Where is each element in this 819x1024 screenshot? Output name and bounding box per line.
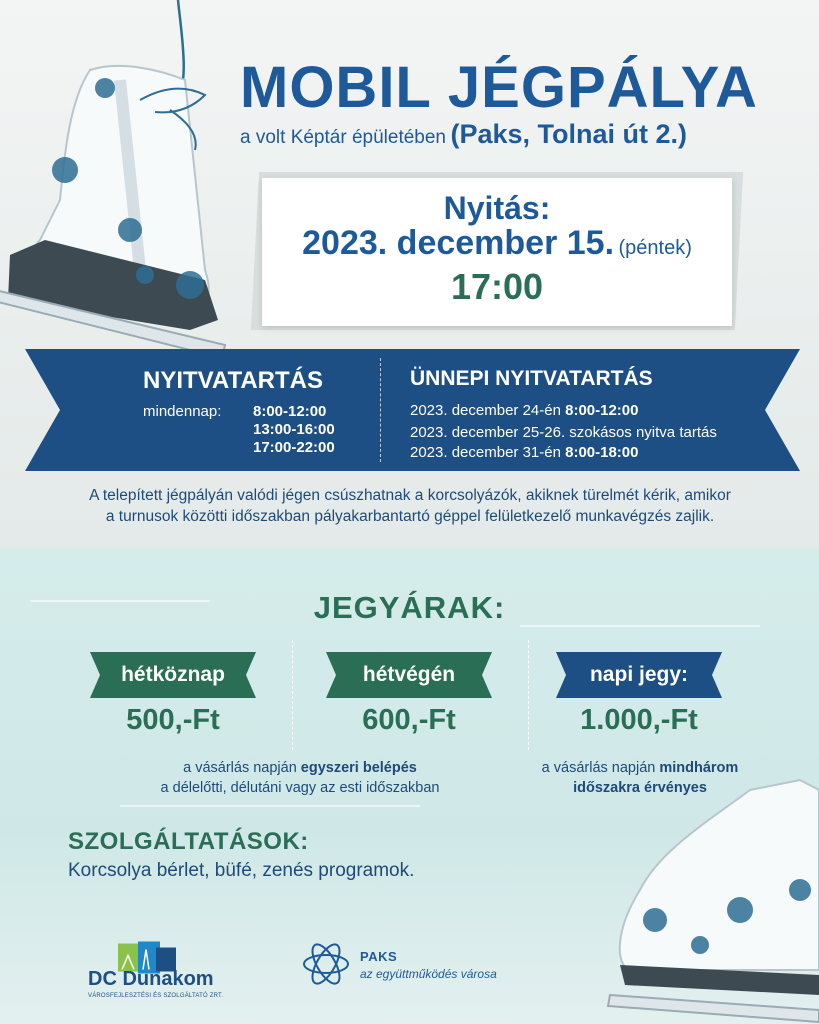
price-tag-daily: [556, 652, 722, 698]
opening-date: 2023. december 15.: [302, 224, 615, 262]
price-value: 1.000,-Ft: [580, 704, 698, 736]
price-note-left: a vásárlás napján egyszeri belépés a délelőtti, délutáni vagy az esti időszakban: [160, 760, 440, 796]
hours-slot: 13:00-16:00: [253, 421, 335, 438]
page-title: MOBIL JÉGPÁLYA: [240, 55, 758, 120]
info-paragraph: A telepített jégpályán valódi jégen csúszhatnak a korcsolyázók, akiknek türelmét kérik, amikor a turnusok közötti időszakban pályakarbantartó géppel felületkezelő munkavégzés zajlik.: [89, 487, 731, 525]
location-subtitle: [240, 119, 687, 150]
everyday-label: mindennap:: [143, 403, 222, 420]
services-heading: SZOLGÁLTATÁSOK:: [68, 828, 309, 855]
location-address: (Paks, Tolnai út 2.): [450, 119, 687, 149]
price-divider: [292, 640, 293, 750]
holiday-line: 2023. december 25-26. szokásos nyitva tartás: [410, 424, 717, 441]
holiday-line: 2023. december 24-én 8:00-12:00: [410, 402, 639, 419]
ice-skate-left-icon: [0, 0, 240, 360]
dc-dunakom-subtitle: VÁROSFEJLESZTÉSI ÉS SZOLGÁLTATÓ ZRT.: [88, 993, 224, 999]
opening-time: 17:00: [450, 266, 544, 307]
hours-slot: 17:00-22:00: [253, 439, 335, 456]
prices-heading: JEGYÁRAK:: [313, 590, 506, 625]
opening-date-line: [262, 224, 732, 263]
price-label: napi jegy:: [589, 663, 689, 686]
price-tag-weekend: [326, 652, 492, 698]
price-divider: [528, 640, 529, 750]
hours-slot: 8:00-12:00: [253, 403, 327, 420]
price-label: hétvégén: [362, 663, 456, 686]
ribbon-divider: [380, 358, 381, 462]
price-value: 500,-Ft: [126, 704, 220, 736]
price-label: hétköznap: [121, 663, 225, 686]
dc-dunakom-logo-icon: [88, 924, 218, 1004]
opening-label: Nyitás:: [443, 190, 551, 226]
paks-logo-icon: [300, 942, 352, 986]
location-prefix: a volt Képtár épületében: [240, 127, 446, 148]
services-text: Korcsolya bérlet, büfé, zenés programok.: [68, 860, 415, 881]
price-tag-weekday: [90, 652, 256, 698]
holiday-line: 2023. december 31-én 8:00-18:00: [410, 444, 639, 461]
price-note-right: a vásárlás napján mindhárom időszakra érvényes: [541, 760, 739, 796]
holiday-heading: ÜNNEPI NYITVATARTÁS: [410, 367, 653, 390]
paks-tagline: az együttműködés városa: [360, 967, 497, 981]
ice-skate-right-icon: [600, 770, 819, 1024]
opening-box: [262, 178, 732, 326]
ice-streak: [120, 805, 420, 807]
opening-day: (péntek): [618, 237, 692, 259]
price-value: 600,-Ft: [362, 704, 456, 736]
hours-heading: NYITVATARTÁS: [143, 367, 323, 394]
paks-name: PAKS: [360, 949, 398, 964]
dc-dunakom-name: DC Dunakom: [88, 968, 214, 990]
